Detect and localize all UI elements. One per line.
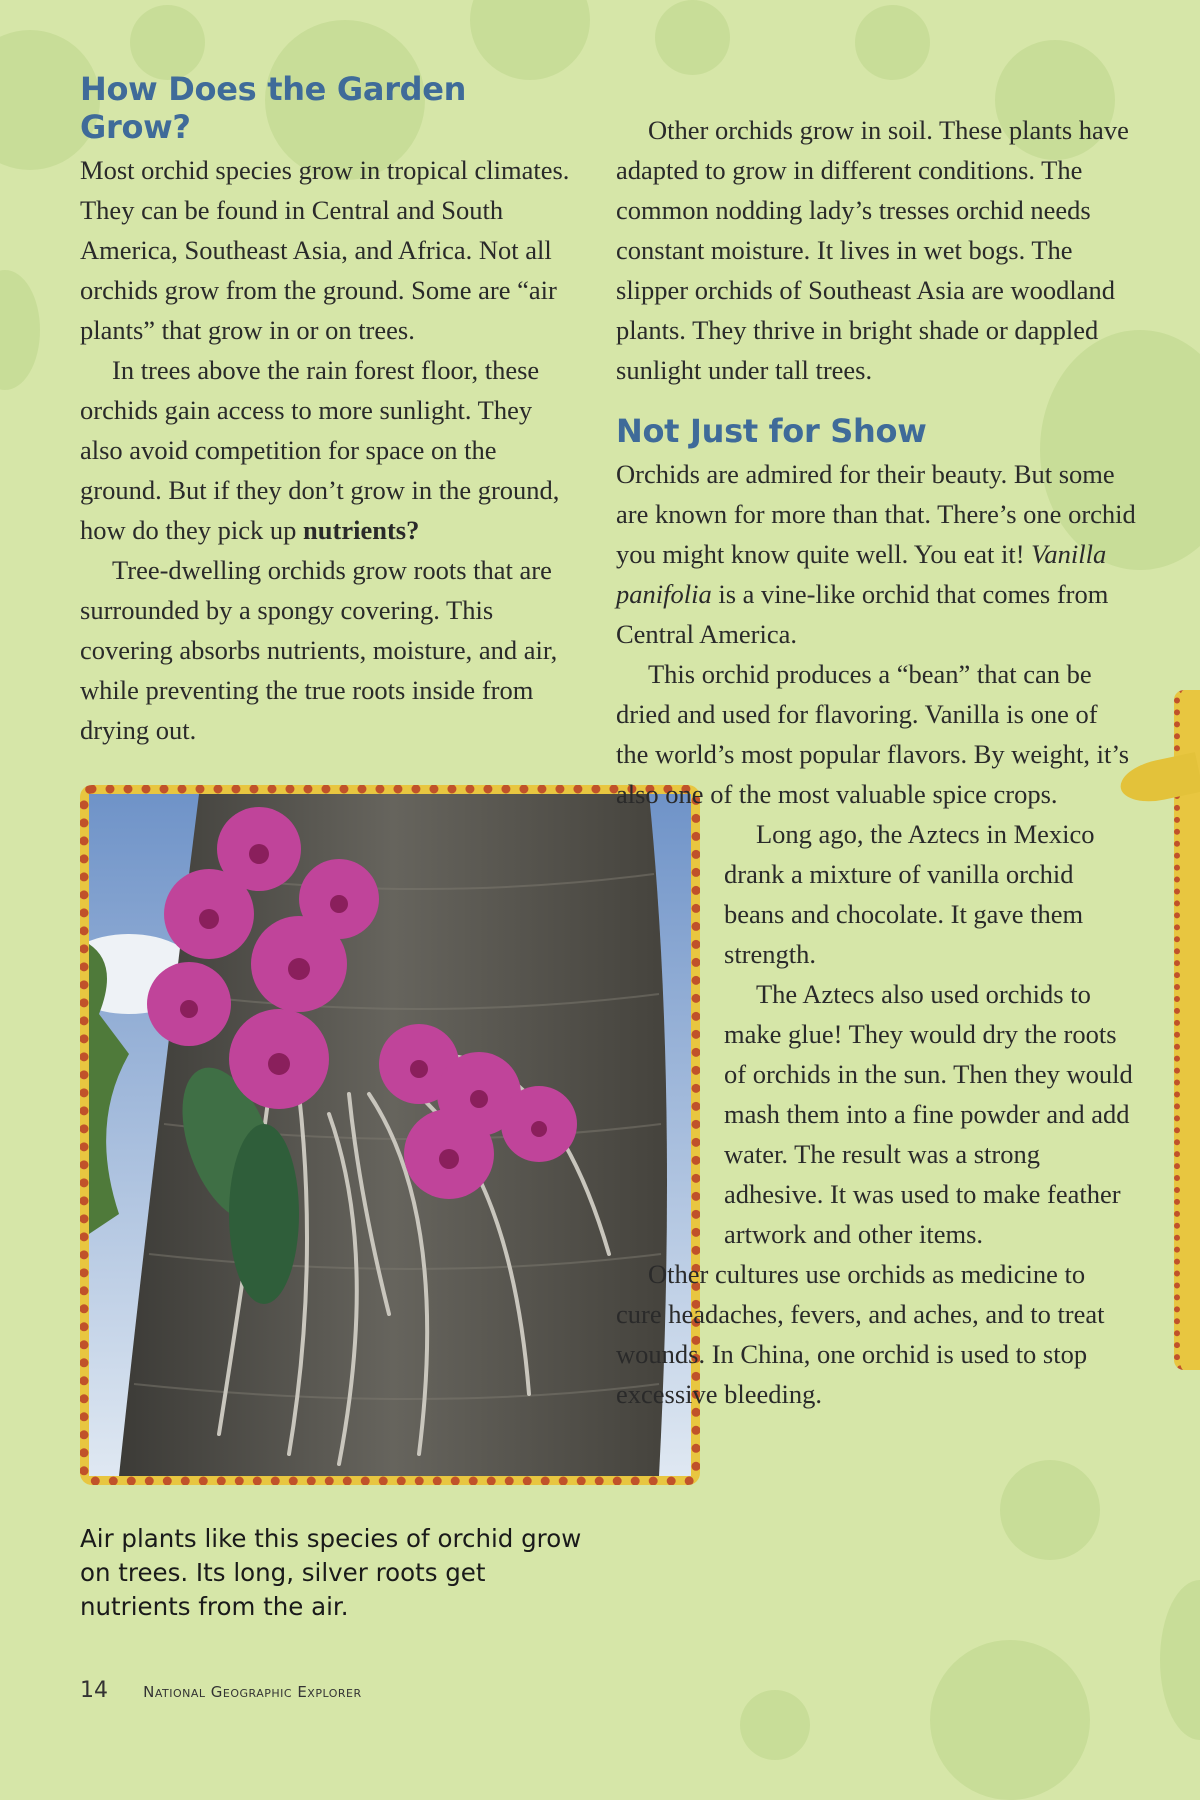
species-name: Vanilla panifolia — [616, 539, 1107, 609]
paragraph: The Aztecs also used orchids to make glue! They would dry the roots of orchids in the sun. Then they would mash them into a fine powder and add water. The result was a strong adhesive. It was used to make feather artwork and other items. — [724, 979, 1133, 1249]
right-column — [616, 110, 1136, 1414]
paragraph: Most orchid species grow in tropical climates. They can be found in Central and South America, Southeast Asia, and Africa. Not all orchids grow from the ground. Some are “air plants” that grow in or on trees. — [80, 155, 570, 345]
left-column — [80, 70, 580, 750]
paragraph: Other cultures use orchids as medicine to cure headaches, fevers, and aches, and to treat wounds. In China, one orchid is used to stop excessive bleeding. — [616, 1259, 1105, 1409]
paragraph-text: In trees above the rain forest floor, these orchids gain access to more sunlight. They also avoid competition for space on the ground. But if they don’t grow in the ground, how do they pick up — [80, 355, 560, 545]
background-dot — [855, 5, 930, 80]
background-dot — [1160, 1580, 1200, 1740]
paragraph-text: is a vine-like orchid that comes from Central America. — [616, 579, 1109, 649]
background-dot — [0, 270, 40, 390]
paragraph — [80, 350, 580, 550]
paragraph — [616, 454, 1136, 654]
paragraph: Tree-dwelling orchids grow roots that are surrounded by a spongy covering. This covering absorbs nutrients, moisture, and air, while preventing the true roots inside from drying out. — [80, 555, 558, 745]
background-dot — [740, 1690, 810, 1760]
page-number: 14 — [80, 1678, 108, 1703]
bold-term: nutrients? — [303, 515, 420, 545]
background-dot — [1000, 1460, 1100, 1560]
background-dot — [470, 0, 590, 80]
wrapped-text-block — [616, 814, 1136, 1254]
orchid-photo — [89, 794, 691, 1476]
photo-caption: Air plants like this species of orchid grow on trees. Its long, silver roots get nutrients from the air. — [80, 1524, 582, 1621]
background-dot — [930, 1640, 1090, 1800]
orchid-photo-frame — [80, 785, 700, 1485]
paragraph: Other orchids grow in soil. These plants have adapted to grow in different conditions. The common nodding lady’s tresses orchid needs constant moisture. It lives in wet bogs. The slipper orchids of Southeast Asia are woodland plants. They thrive in bright shade or dappled sunlight under tall trees. — [616, 115, 1129, 385]
paragraph-text: This orchid produces a “bean” that can be dried and used for flavoring. Vanilla is one of the world’s most popular flavors. By weight, it’s also one of the most valuable spice crops. — [616, 659, 1130, 809]
paragraph: Long ago, the Aztecs in Mexico drank a mixture of vanilla orchid beans and chocolate. It gave them strength. — [724, 819, 1095, 969]
section-heading-not-just-for-show: Not Just for Show — [616, 412, 927, 450]
background-dot — [655, 0, 730, 75]
section-heading-garden: How Does the Garden Grow? — [80, 70, 467, 146]
page-footer — [80, 1678, 362, 1703]
paragraph — [616, 654, 1136, 814]
publication-name: National Geographic Explorer — [143, 1683, 362, 1701]
paragraph-text: Orchids are admired for their beauty. But some are known for more than that. There’s one orchid you might know quite well. You eat it! — [616, 459, 1136, 569]
background-dot — [130, 5, 205, 80]
